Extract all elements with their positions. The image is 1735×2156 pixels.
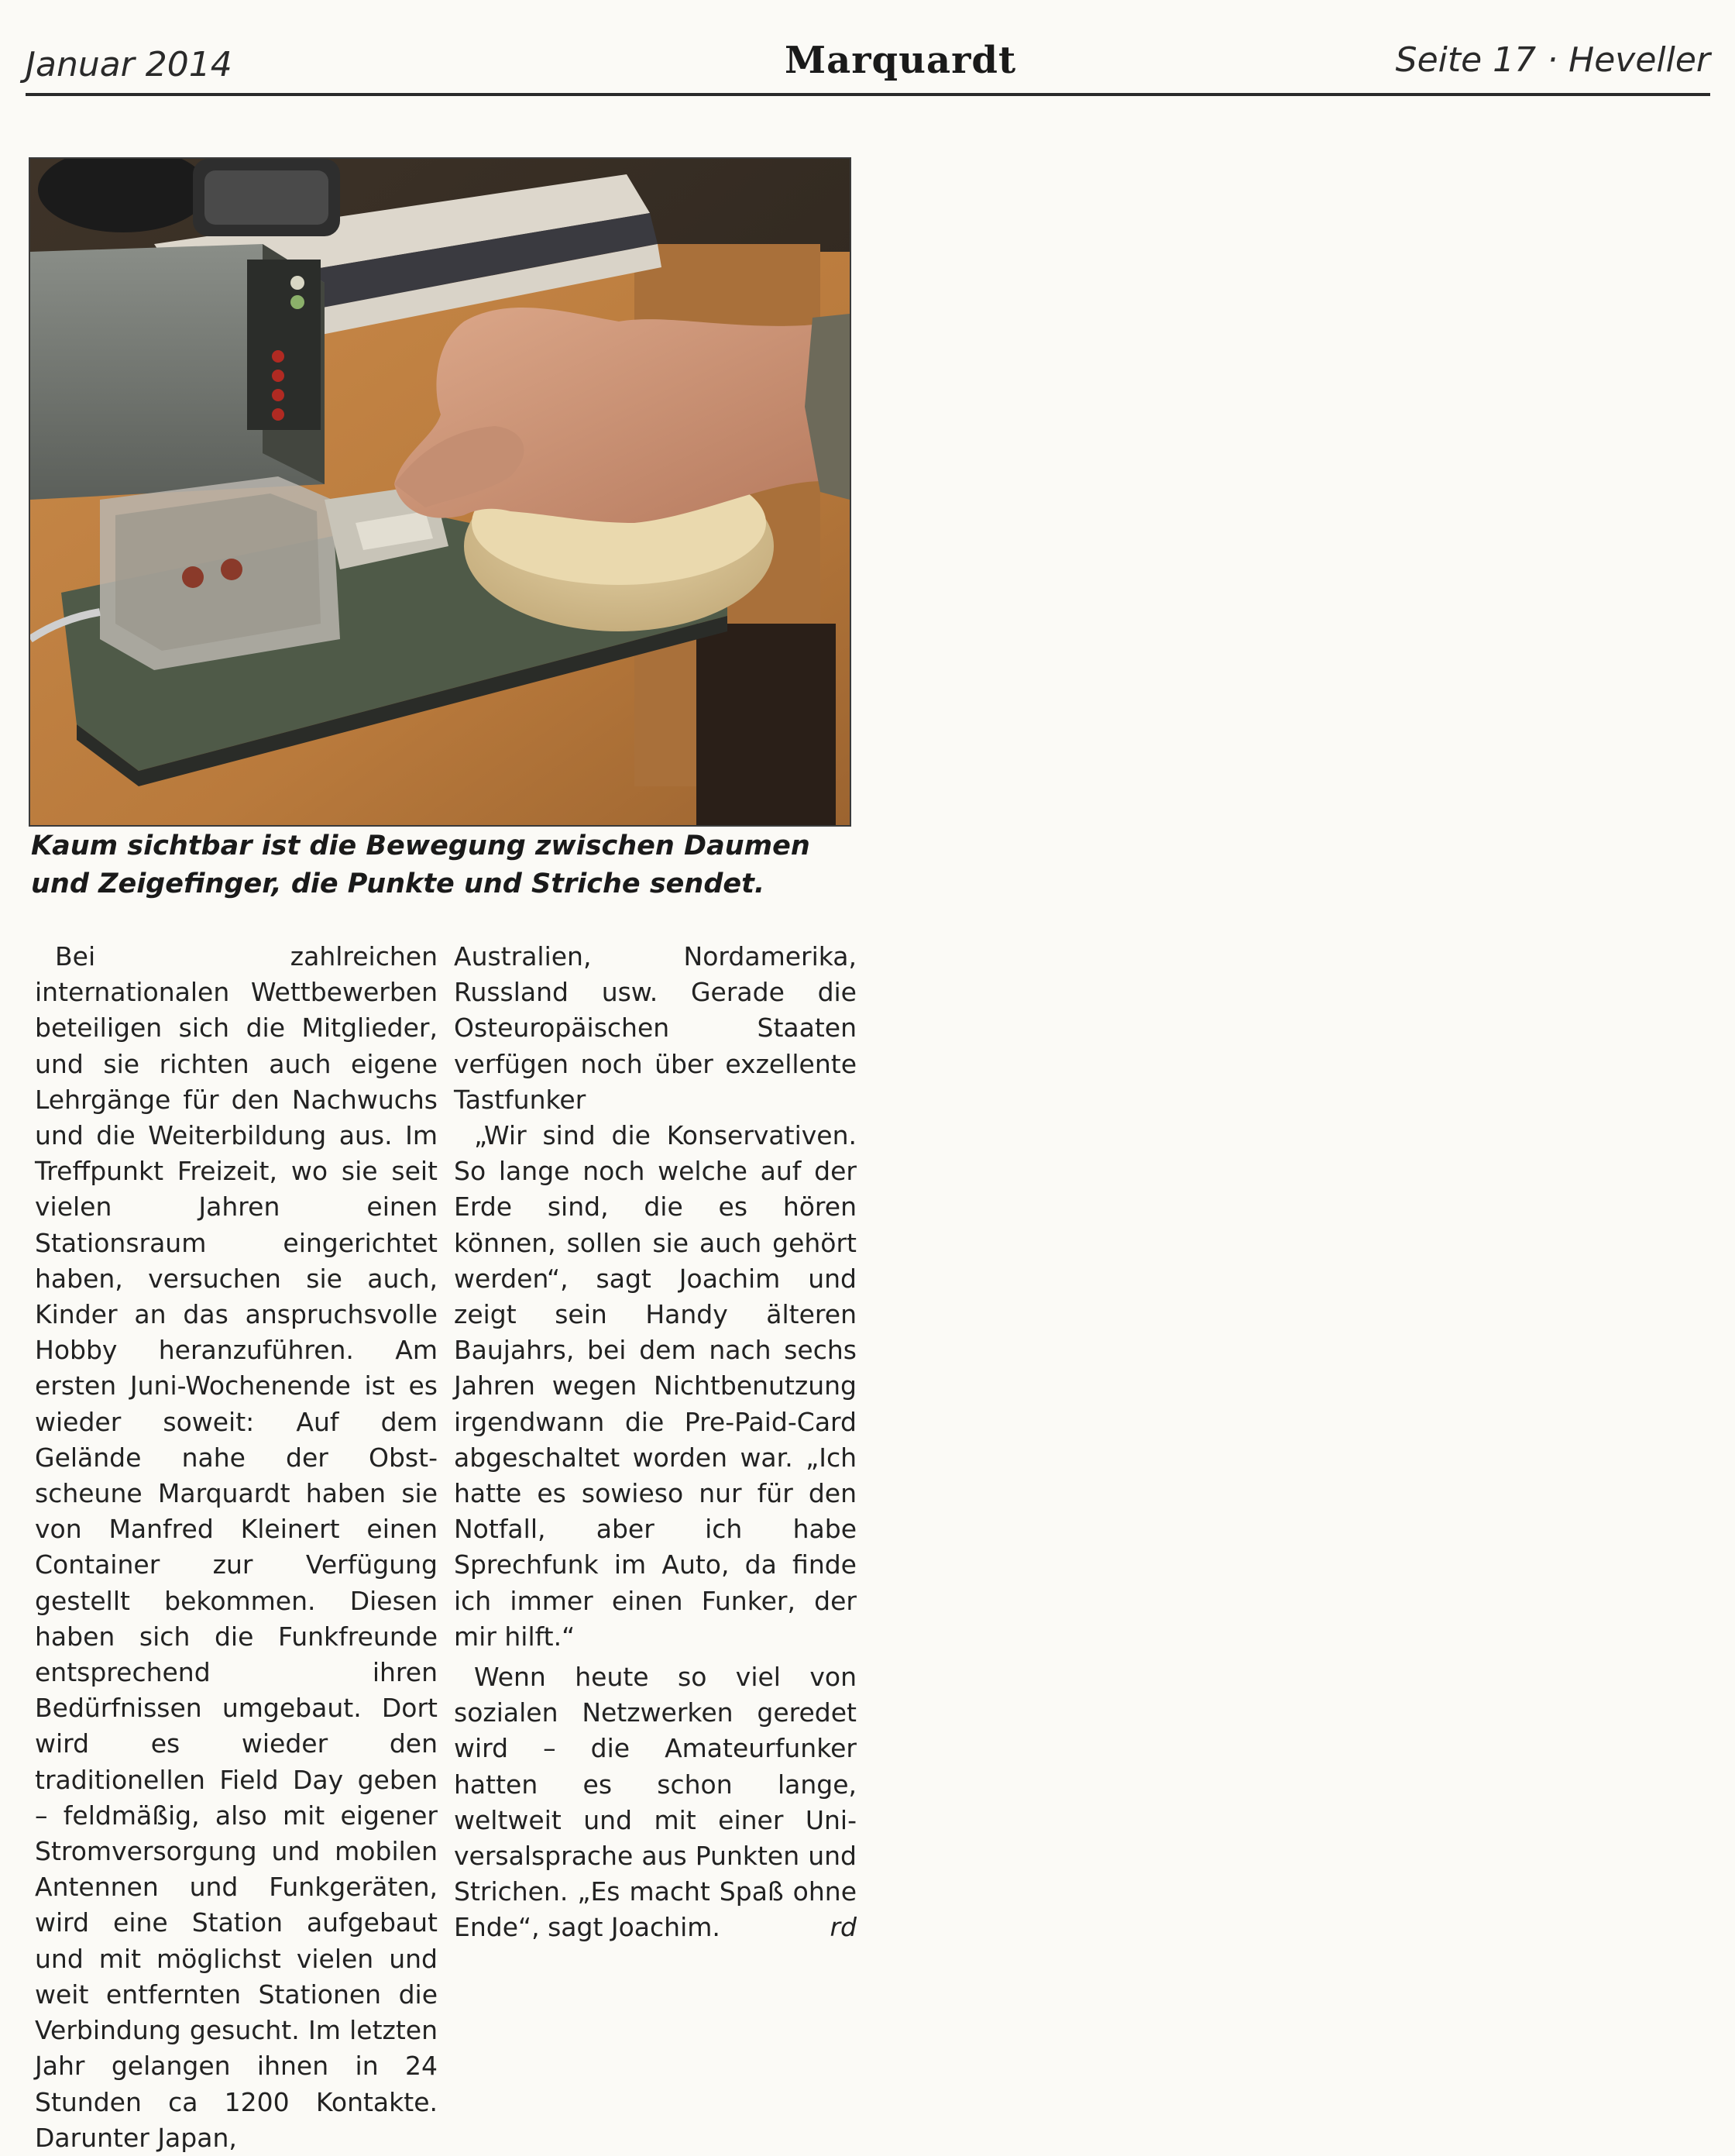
author-signature: rd	[830, 1912, 857, 1943]
paragraph: „Wir sind die Konservativen. So lange noch welche auf der Erde sind, die es hören können, sollen sie auch gehört werden“, sagt Joachim und zeigt sein Handy älteren Baujahrs, bei dem nach sechs Jahren wegen Nichtbenutzung irgendwann die Pre-Paid-Card abgeschaltet worden war. „Ich hatte es sowieso nur für den Notfall, aber ich habe Sprechfunk im Auto, da finde ich immer einen Funker, der mir hilft.“	[454, 1120, 857, 1652]
page-header	[26, 39, 1710, 96]
photo-caption: Kaum sichtbar ist die Bewegung zwischen Daumen und Zeigefinger, die Punkte und Striche sendet.	[31, 830, 810, 899]
morse-key-photo	[29, 157, 851, 827]
issue-date: Januar 2014	[26, 45, 232, 84]
paragraph	[454, 1659, 857, 1946]
paragraph: Bei zahlreichen internationalen Wettbewerben beteiligen sich die Mitglieder, und sie richten auch eigene Lehrgänge für den Nachwuchs und die Weiterbildung aus. Im Treffpunkt Freizeit, wo sie seit vielen Jahren einen Stationsraum eingerichtet haben, versuchen sie auch, Kinder an das anspruchsvolle Hobby heranzuführen. Am ersten Juni-Wochenende ist es wieder soweit: Auf dem Gelände nahe der Obstscheune Marquardt haben sie von Manfred Kleinert einen Container zur Verfügung gestellt bekommen. Diesen haben sich die Funkfreunde entsprechend ihren Bedürfnissen umgebaut. Dort wird es wieder den traditionellen Field Day geben – feldmäßig, also mit eigener Stromversorgung und mobilen Antennen und Funkgeräten, wird eine Station aufgebaut und mit möglichst vielen und weit entfernten Stationen die Verbindung gesucht. Im letzten Jahr gelangen ihnen in 24 Stunden ca 1200 Kontakte. Darunter Japan,	[35, 941, 438, 2153]
section-title: Marquardt	[785, 39, 1017, 82]
paragraph-text: Wenn heute so viel von sozialen Netzwerken geredet wird – die Amateurfunker hatten es schon lange, weltweit und mit einer Universalsprache aus Punkten und Strichen. „Es macht Spaß ohne Ende“, sagt Joachim.	[454, 1662, 857, 1943]
paragraph: Australien, Nordamerika, Russland usw. Gerade die Osteuropäischen Staaten verfügen noch über exzellente Tastfunker	[454, 941, 857, 1115]
article-column-2	[454, 939, 857, 1946]
page-number: Seite 17 · Heveller	[1395, 40, 1710, 80]
article-column-1	[35, 939, 438, 2156]
